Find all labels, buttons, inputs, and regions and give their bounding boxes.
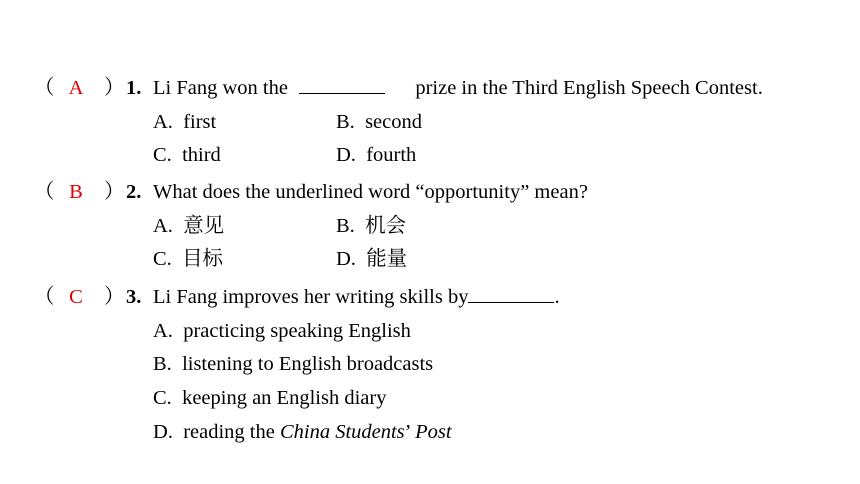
answer-letter: B: [69, 181, 83, 203]
option-b: B. listening to English broadcasts: [153, 353, 434, 375]
answer-paren-left: （: [34, 77, 55, 99]
answer-paren-right: ）: [104, 181, 125, 203]
question-text: [153, 74, 763, 102]
option-b: B. second: [336, 111, 422, 133]
question-text: What does the underlined word “opportunity” mean?: [153, 181, 588, 203]
answer-paren-left: （: [34, 286, 55, 308]
option-b: B. 机会: [336, 215, 407, 237]
question-text-after: .: [554, 286, 560, 308]
option-d: D. reading the China Students’ Post: [153, 421, 452, 443]
option-d: D. fourth: [336, 144, 417, 166]
question-number: 3.: [126, 286, 142, 308]
option-c: C. third: [153, 144, 221, 166]
question-text: [153, 283, 560, 311]
answer-paren-left: （: [34, 181, 55, 203]
answer-letter: C: [69, 286, 83, 308]
option-c: C. 目标: [153, 248, 224, 270]
answer-paren-right: ）: [104, 286, 125, 308]
question-text-before: Li Fang won the: [153, 77, 288, 99]
option-a: A. first: [153, 111, 217, 133]
option-c: C. keeping an English diary: [153, 387, 387, 409]
option-a: A. practicing speaking English: [153, 320, 411, 342]
option-d: D. 能量: [336, 248, 408, 270]
question-text-before: Li Fang improves her writing skills by: [153, 286, 469, 308]
answer-paren-right: ）: [104, 77, 125, 99]
question-number: 2.: [126, 181, 142, 203]
answer-blank: [299, 75, 385, 94]
question-text-after: prize in the Third English Speech Contest.: [415, 77, 763, 99]
answer-letter: A: [68, 77, 84, 99]
question-number: 1.: [126, 77, 142, 99]
option-a: A. 意见: [153, 215, 225, 237]
answer-blank: [468, 284, 554, 303]
